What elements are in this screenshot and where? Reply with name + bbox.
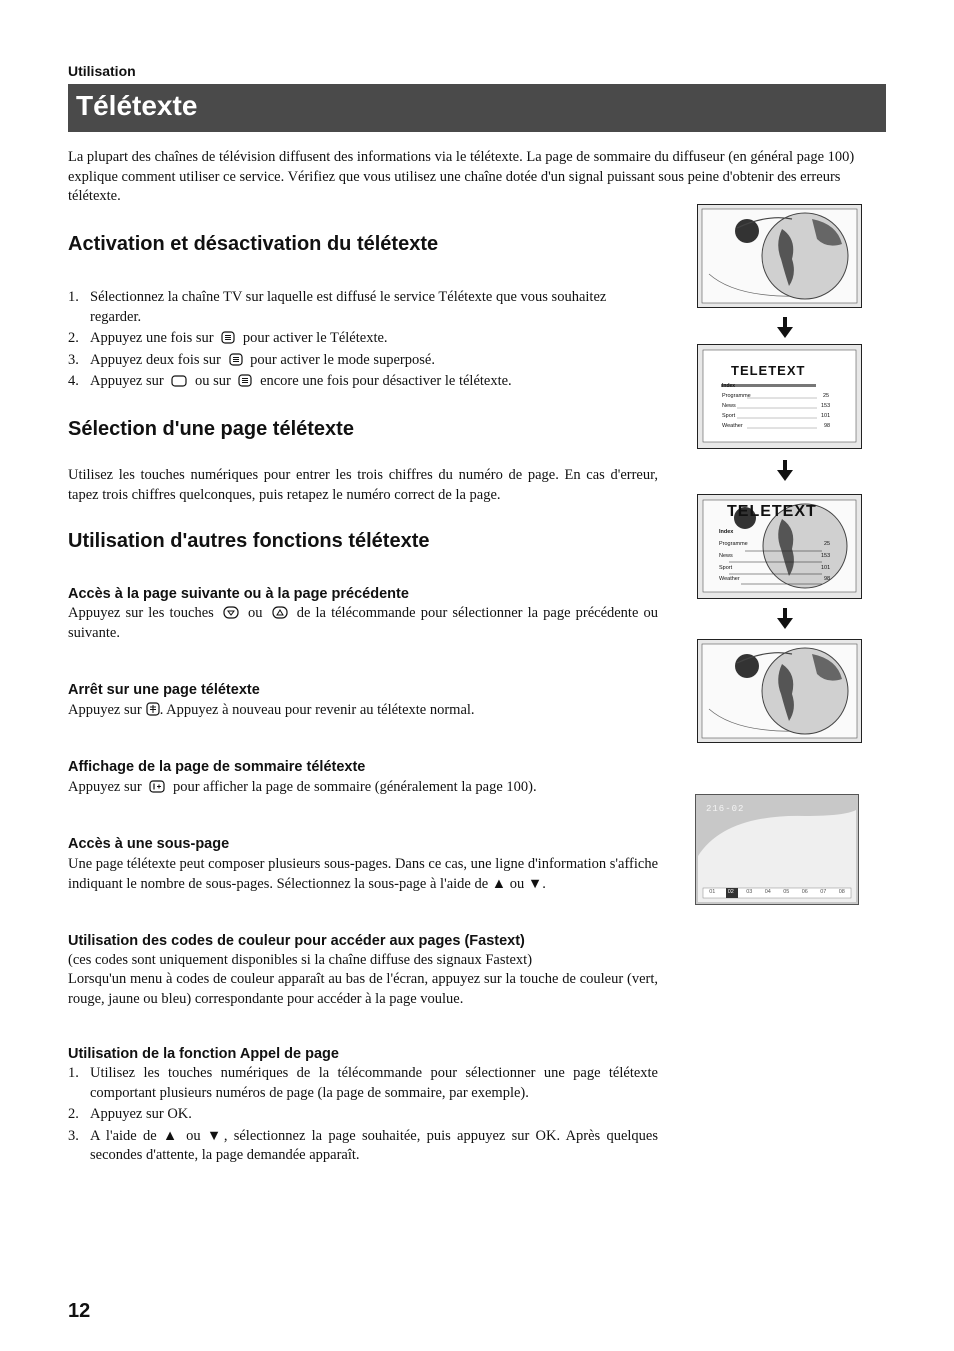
subpage-number: 04 bbox=[764, 889, 771, 895]
list-item: 3. A l'aide de ▲ ou ▼, sélectionnez la page souhaitée, puis appuyez sur OK. Après quelques secondes d'attente, la page demandée apparaît. bbox=[68, 1127, 658, 1163]
teletext-brand: TELETEXT bbox=[731, 363, 806, 378]
teletext-button-icon bbox=[238, 374, 252, 387]
hold-subheading: Arrêt sur une page télétexte bbox=[68, 682, 260, 698]
pagecall-subheading: Utilisation de la fonction Appel de page bbox=[68, 1046, 339, 1062]
selection-paragraph: Utilisez les touches numériques pour entrer les trois chiffres du numéro de page. En cas d'erreur, tapez trois chiffres quelconques, puis retapez le numéro correct de la page. bbox=[68, 467, 658, 503]
subpage-number: 02 bbox=[727, 889, 734, 895]
teletext-row-page: 101 bbox=[821, 565, 831, 571]
teletext-row-name: Weather bbox=[722, 423, 743, 429]
teletext-row-page: 153 bbox=[821, 553, 831, 559]
tv-screen-subpage bbox=[695, 794, 859, 905]
subpage-code: 216-02 bbox=[706, 804, 745, 814]
pagecall-steps bbox=[68, 1064, 658, 1168]
teletext-row-name: Programme bbox=[722, 393, 751, 399]
subpage-number: 05 bbox=[783, 889, 790, 895]
fastext-subheading: Utilisation des codes de couleur pour accéder aux pages (Fastext) bbox=[68, 933, 525, 949]
hold-paragraph: Appuyez sur . Appuyez à nouveau pour revenir au télétexte normal. bbox=[68, 702, 475, 718]
list-item: 3. Appuyez deux fois sur pour activer le mode superposé. bbox=[68, 351, 435, 368]
list-item: 1. Utilisez les touches numériques de la télécommande pour sélectionner une page télétexte comportant plusieurs numéros de page (la page de sommaire, par exemple). bbox=[68, 1065, 658, 1101]
list-item: 4. Appuyez sur ou sur encore une fois pour désactiver le télétexte. bbox=[68, 373, 512, 389]
index-subheading: Affichage de la page de sommaire télétexte bbox=[68, 759, 366, 775]
fastext-note: (ces codes sont uniquement disponibles si la chaîne diffuse des signaux Fastext) bbox=[68, 952, 533, 968]
teletext-brand: TELETEXT bbox=[727, 503, 817, 520]
selection-heading: Sélection d'une page télétexte bbox=[68, 418, 354, 440]
teletext-row-page: 153 bbox=[821, 403, 831, 409]
index-button-icon bbox=[149, 780, 165, 793]
nav-paragraph: Appuyez sur les touches ou de la télécommande pour sélectionner la page précédente ou suivante. bbox=[68, 605, 659, 641]
list-item: 2. Appuyez sur OK. bbox=[68, 1106, 192, 1122]
page-title-bar bbox=[68, 84, 886, 132]
teletext-button-icon bbox=[229, 353, 243, 366]
teletext-index-label: Index bbox=[719, 529, 734, 535]
arrow-down-icon bbox=[777, 608, 793, 630]
tv-screen-mixed bbox=[697, 494, 862, 599]
teletext-row-name: Sport bbox=[722, 413, 736, 419]
page-number: 12 bbox=[68, 1300, 91, 1322]
teletext-row-page: 25 bbox=[824, 541, 831, 547]
tv-button-icon bbox=[171, 375, 187, 387]
subpage-number: 07 bbox=[820, 889, 827, 895]
activation-steps bbox=[68, 288, 658, 394]
tv-screen-teletext bbox=[697, 344, 862, 449]
subpage-subheading: Accès à une sous-page bbox=[68, 836, 230, 852]
teletext-button-icon bbox=[221, 331, 235, 344]
teletext-row-name: News bbox=[722, 403, 736, 409]
fastext-paragraph: Lorsqu'un menu à codes de couleur apparaît au bas de l'écran, appuyez sur la touche de couleur (vert, rouge, jaune ou bleu) correspondante pour accéder à la page voulue. bbox=[68, 971, 658, 1007]
teletext-row-name: Programme bbox=[719, 541, 748, 547]
section-label: Utilisation bbox=[68, 63, 136, 79]
teletext-row-page: 25 bbox=[823, 393, 830, 399]
index-paragraph: Appuyez sur pour afficher la page de sommaire (généralement la page 100). bbox=[68, 779, 537, 795]
subpage-number: 08 bbox=[838, 889, 845, 895]
subpage-bar bbox=[703, 889, 851, 898]
list-item: 2. Appuyez une fois sur pour activer le Télétexte. bbox=[68, 330, 388, 346]
teletext-row-page: 98 bbox=[824, 576, 831, 582]
intro-paragraph: La plupart des chaînes de télévision diffusent des informations via le télétexte. La page de sommaire du diffuseur (en général page 100) explique comment utiliser ce service. Vérifiez que vous utilisez une chaîne dotée d'un signal puissant sous peine d'obtenir des erreurs télétexte. bbox=[68, 149, 855, 204]
subpage-number: 06 bbox=[801, 889, 808, 895]
tv-screen-globe bbox=[697, 639, 862, 743]
activation-heading: Activation et désactivation du télétexte bbox=[68, 233, 439, 255]
hold-button-icon bbox=[146, 702, 160, 716]
arrow-down-icon bbox=[777, 460, 793, 482]
teletext-row-page: 101 bbox=[821, 413, 831, 419]
teletext-row-name: Sport bbox=[719, 565, 733, 571]
other-functions-heading: Utilisation d'autres fonctions télétexte bbox=[68, 530, 430, 552]
nav-subheading: Accès à la page suivante ou à la page précédente bbox=[68, 586, 409, 602]
tv-screen-globe bbox=[697, 204, 862, 308]
arrow-down-icon bbox=[777, 317, 793, 339]
subpage-number: 01 bbox=[709, 889, 716, 895]
page-up-button-icon bbox=[272, 606, 288, 619]
teletext-row-page: 98 bbox=[824, 423, 831, 429]
teletext-index-label: Index bbox=[722, 383, 736, 389]
list-item: 1. Sélectionnez la chaîne TV sur laquelle est diffusé le service Télétexte que vous souhaitez regarder. bbox=[68, 289, 607, 325]
teletext-row-name: News bbox=[719, 553, 733, 559]
page-title: Télétexte bbox=[76, 90, 198, 121]
subpage-paragraph: Une page télétexte peut composer plusieurs sous-pages. Dans ce cas, une ligne d'information s'affiche indiquant le nombre de sous-pages. Sélectionnez la sous-page à l'aide de ▲ ou ▼. bbox=[68, 856, 659, 892]
page-down-button-icon bbox=[223, 606, 239, 619]
teletext-row-name: Weather bbox=[719, 576, 740, 582]
subpage-number: 03 bbox=[746, 889, 753, 895]
